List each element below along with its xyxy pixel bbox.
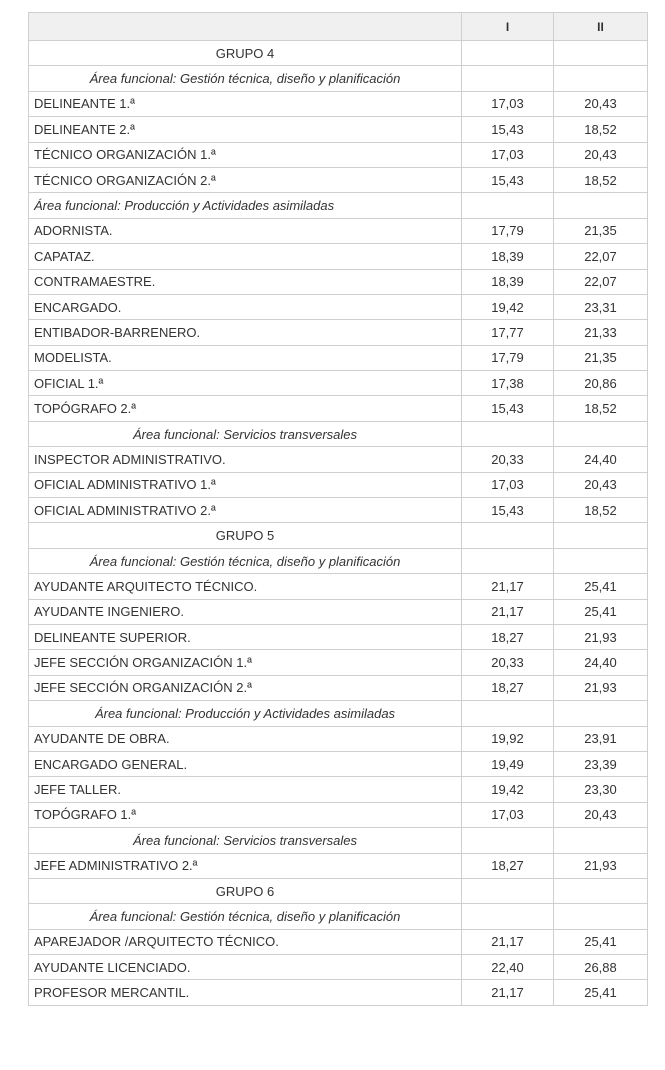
value-i: 17,03 [462, 472, 554, 497]
table-row [29, 91, 648, 116]
table-header [29, 13, 648, 41]
value-ii: 20,43 [554, 802, 648, 827]
category-name: ENCARGADO. [29, 294, 462, 319]
table-row [29, 472, 648, 497]
value-ii: 20,86 [554, 371, 648, 396]
value-ii: 25,41 [554, 929, 648, 954]
value-ii: 18,52 [554, 167, 648, 192]
category-name: DELINEANTE 1.ª [29, 91, 462, 116]
value-ii: 18,52 [554, 117, 648, 142]
category-name: PROFESOR MERCANTIL. [29, 980, 462, 1005]
value-ii [554, 523, 648, 548]
value-ii: 25,41 [554, 599, 648, 624]
value-ii: 20,43 [554, 472, 648, 497]
value-i: 18,27 [462, 675, 554, 700]
table-row [29, 650, 648, 675]
category-name: JEFE TALLER. [29, 777, 462, 802]
value-i [462, 421, 554, 446]
header-col-i: I [462, 13, 554, 41]
value-i: 18,27 [462, 624, 554, 649]
category-name: ENTIBADOR-BARRENERO. [29, 320, 462, 345]
value-i: 15,43 [462, 396, 554, 421]
value-i: 15,43 [462, 167, 554, 192]
value-ii [554, 828, 648, 853]
category-name: CAPATAZ. [29, 244, 462, 269]
value-i [462, 66, 554, 91]
category-name: JEFE SECCIÓN ORGANIZACIÓN 1.ª [29, 650, 462, 675]
table-row [29, 117, 648, 142]
group-heading-row [29, 41, 648, 66]
value-i: 22,40 [462, 955, 554, 980]
value-i [462, 193, 554, 218]
group-heading-row [29, 878, 648, 903]
table-row [29, 320, 648, 345]
area-title: Área funcional: Servicios transversales [29, 421, 462, 446]
value-i: 17,03 [462, 142, 554, 167]
value-i: 20,33 [462, 650, 554, 675]
value-i [462, 701, 554, 726]
value-i: 19,42 [462, 294, 554, 319]
value-ii: 21,93 [554, 853, 648, 878]
category-name: DELINEANTE SUPERIOR. [29, 624, 462, 649]
category-name: DELINEANTE 2.ª [29, 117, 462, 142]
value-ii: 18,52 [554, 498, 648, 523]
value-ii: 23,31 [554, 294, 648, 319]
header-label-cell [29, 13, 462, 41]
table-row [29, 751, 648, 776]
header-col-ii: II [554, 13, 648, 41]
table-row [29, 396, 648, 421]
table-row [29, 929, 648, 954]
area-heading-row [29, 193, 648, 218]
value-ii: 23,39 [554, 751, 648, 776]
category-name: ENCARGADO GENERAL. [29, 751, 462, 776]
group-heading-row [29, 523, 648, 548]
category-name: TOPÓGRAFO 1.ª [29, 802, 462, 827]
group-title: GRUPO 5 [29, 523, 462, 548]
table-row [29, 624, 648, 649]
area-title: Área funcional: Gestión técnica, diseño y planificación [29, 66, 462, 91]
value-i: 17,79 [462, 218, 554, 243]
value-i [462, 523, 554, 548]
value-ii [554, 904, 648, 929]
table-row [29, 574, 648, 599]
value-ii: 24,40 [554, 447, 648, 472]
table-row [29, 142, 648, 167]
area-heading-row [29, 904, 648, 929]
value-ii: 20,43 [554, 91, 648, 116]
value-ii [554, 41, 648, 66]
table-row [29, 726, 648, 751]
value-ii: 25,41 [554, 980, 648, 1005]
category-name: JEFE ADMINISTRATIVO 2.ª [29, 853, 462, 878]
category-name: AYUDANTE DE OBRA. [29, 726, 462, 751]
value-i [462, 41, 554, 66]
table-row [29, 294, 648, 319]
value-ii: 24,40 [554, 650, 648, 675]
value-i: 15,43 [462, 498, 554, 523]
value-ii: 23,91 [554, 726, 648, 751]
table-row [29, 853, 648, 878]
table-row [29, 447, 648, 472]
area-heading-row [29, 701, 648, 726]
value-i: 20,33 [462, 447, 554, 472]
value-i: 18,39 [462, 244, 554, 269]
value-ii: 21,35 [554, 345, 648, 370]
value-i: 19,92 [462, 726, 554, 751]
table-row [29, 777, 648, 802]
value-ii [554, 421, 648, 446]
value-i: 21,17 [462, 599, 554, 624]
value-i: 19,49 [462, 751, 554, 776]
value-ii: 21,93 [554, 675, 648, 700]
category-name: OFICIAL 1.ª [29, 371, 462, 396]
table-row [29, 218, 648, 243]
value-i [462, 828, 554, 853]
value-ii: 25,41 [554, 574, 648, 599]
category-name: TOPÓGRAFO 2.ª [29, 396, 462, 421]
table-row [29, 498, 648, 523]
area-title: Área funcional: Servicios transversales [29, 828, 462, 853]
table-row [29, 599, 648, 624]
value-ii [554, 66, 648, 91]
value-i: 21,17 [462, 574, 554, 599]
header-row [29, 13, 648, 41]
value-ii: 22,07 [554, 269, 648, 294]
group-title: GRUPO 4 [29, 41, 462, 66]
value-i: 17,77 [462, 320, 554, 345]
value-i: 17,03 [462, 91, 554, 116]
area-title: Área funcional: Producción y Actividades asimiladas [29, 701, 462, 726]
category-name: AYUDANTE ARQUITECTO TÉCNICO. [29, 574, 462, 599]
category-name: TÉCNICO ORGANIZACIÓN 2.ª [29, 167, 462, 192]
area-title: Área funcional: Gestión técnica, diseño y planificación [29, 904, 462, 929]
value-ii: 21,35 [554, 218, 648, 243]
value-i: 21,17 [462, 980, 554, 1005]
value-ii: 20,43 [554, 142, 648, 167]
area-heading-row [29, 548, 648, 573]
table-row [29, 345, 648, 370]
table-row [29, 675, 648, 700]
category-name: OFICIAL ADMINISTRATIVO 2.ª [29, 498, 462, 523]
value-ii [554, 193, 648, 218]
value-i: 17,79 [462, 345, 554, 370]
value-i [462, 548, 554, 573]
category-name: JEFE SECCIÓN ORGANIZACIÓN 2.ª [29, 675, 462, 700]
value-i: 18,27 [462, 853, 554, 878]
table-row [29, 167, 648, 192]
table-body [29, 41, 648, 1006]
table-row [29, 980, 648, 1005]
table-row [29, 244, 648, 269]
category-name: CONTRAMAESTRE. [29, 269, 462, 294]
category-name: TÉCNICO ORGANIZACIÓN 1.ª [29, 142, 462, 167]
area-heading-row [29, 421, 648, 446]
category-name: AYUDANTE LICENCIADO. [29, 955, 462, 980]
group-title: GRUPO 6 [29, 878, 462, 903]
value-i: 15,43 [462, 117, 554, 142]
value-ii: 21,33 [554, 320, 648, 345]
value-ii: 23,30 [554, 777, 648, 802]
area-title: Área funcional: Producción y Actividades asimiladas [29, 193, 462, 218]
value-i: 18,39 [462, 269, 554, 294]
category-name: AYUDANTE INGENIERO. [29, 599, 462, 624]
category-name: ADORNISTA. [29, 218, 462, 243]
value-i [462, 904, 554, 929]
value-ii: 26,88 [554, 955, 648, 980]
category-name: MODELISTA. [29, 345, 462, 370]
value-i [462, 878, 554, 903]
area-title: Área funcional: Gestión técnica, diseño y planificación [29, 548, 462, 573]
value-ii: 21,93 [554, 624, 648, 649]
value-i: 17,38 [462, 371, 554, 396]
area-heading-row [29, 828, 648, 853]
area-heading-row [29, 66, 648, 91]
value-ii [554, 878, 648, 903]
table-row [29, 371, 648, 396]
table-row [29, 802, 648, 827]
value-i: 19,42 [462, 777, 554, 802]
category-name: OFICIAL ADMINISTRATIVO 1.ª [29, 472, 462, 497]
table-row [29, 955, 648, 980]
value-ii: 18,52 [554, 396, 648, 421]
table-row [29, 269, 648, 294]
value-i: 17,03 [462, 802, 554, 827]
category-name: APAREJADOR /ARQUITECTO TÉCNICO. [29, 929, 462, 954]
value-ii: 22,07 [554, 244, 648, 269]
category-name: INSPECTOR ADMINISTRATIVO. [29, 447, 462, 472]
value-i: 21,17 [462, 929, 554, 954]
value-ii [554, 701, 648, 726]
salary-table [28, 12, 648, 1006]
value-ii [554, 548, 648, 573]
